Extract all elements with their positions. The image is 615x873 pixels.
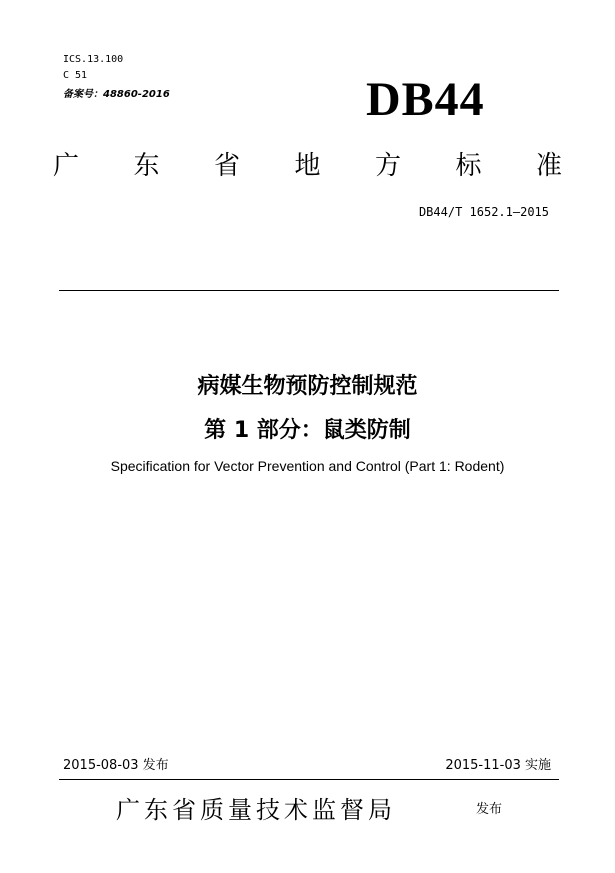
standard-code-logo: DB44 xyxy=(366,73,485,126)
title-english: Specification for Vector Prevention and Control (Part 1: Rodent) xyxy=(110,458,505,474)
ccs-code: C 51 xyxy=(63,70,88,81)
standard-type-char: 标 xyxy=(455,151,482,181)
standard-type-char: 地 xyxy=(294,151,321,181)
standard-type-char: 广 xyxy=(52,151,79,181)
standard-type-char: 东 xyxy=(133,151,160,181)
implement-date: 2015-11-03 实施 xyxy=(445,758,551,773)
standard-type-char: 方 xyxy=(374,151,401,181)
title-line-1: 病媒生物预防控制规范 xyxy=(197,374,418,399)
standard-type-char: 省 xyxy=(213,151,240,181)
bottom-divider xyxy=(59,779,559,780)
issuer-name: 广东省质量技术监督局 xyxy=(116,796,396,824)
title-line-2: 第 1 部分：鼠类防制 xyxy=(204,418,411,443)
top-divider xyxy=(59,290,559,291)
issue-label: 发布 xyxy=(476,802,503,817)
publish-date: 2015-08-03 发布 xyxy=(63,758,169,773)
standard-type-char: 准 xyxy=(535,151,562,181)
standard-type xyxy=(50,145,565,182)
ics-code: ICS.13.100 xyxy=(63,54,124,65)
standard-number: DB44/T 1652.1—2015 xyxy=(418,205,549,219)
filing-number: 备案号：48860-2016 xyxy=(63,89,170,100)
